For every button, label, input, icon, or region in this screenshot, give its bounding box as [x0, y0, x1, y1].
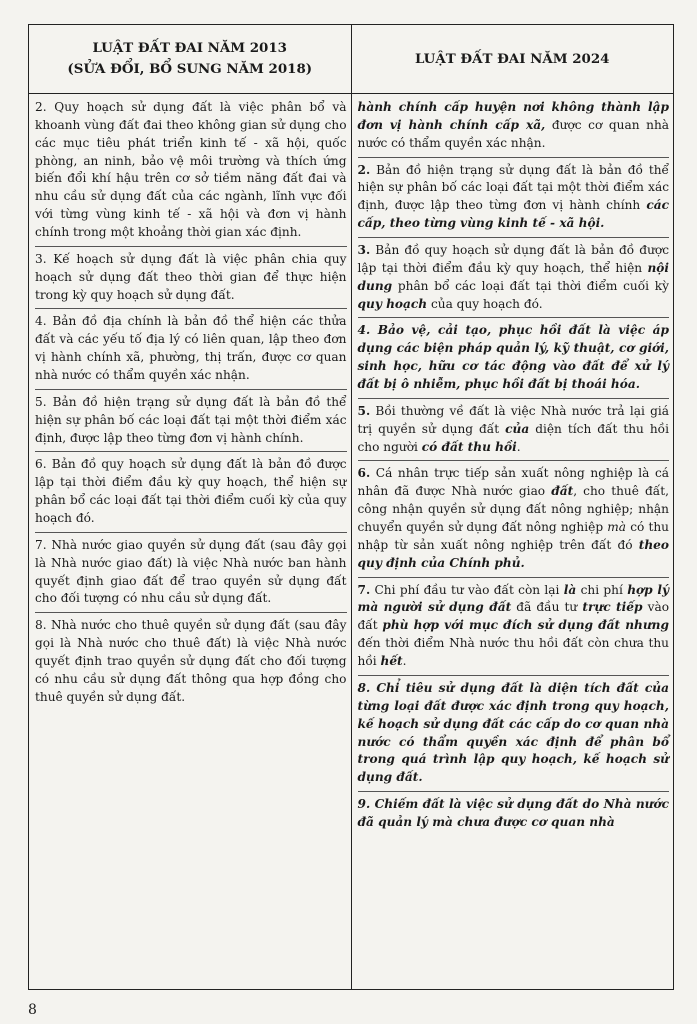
- header-law-2024: [352, 25, 674, 93]
- left-clause-3: 3. Kế hoạch sử dụng đất là việc phân chia quy hoạch sử dụng đất theo thời gian để thực hiện trong kỳ quy hoạch sử dụng đất.: [35, 250, 347, 310]
- left-clause-5: 5. Bản đồ hiện trạng sử dụng đất là bản đồ thể hiện sự phân bố các loại đất tại một thời điểm xác định, được lập theo từng đơn vị hành chính.: [35, 393, 347, 453]
- comparison-table: [28, 24, 674, 990]
- column-law-2013: [29, 94, 352, 989]
- right-clause-6: 6. Cá nhân trực tiếp sản xuất nông nghiệp là cá nhân đã được Nhà nước giao đất, cho thuê đất, công nhận quyền sử dụng đất nông nghiệp; nhận chuyển quyền sử dụng đất nông nghiệp mà có thu nhập từ sản xuất nông nghiệp trên đất đó theo quy định của Chính phủ.: [358, 464, 670, 577]
- right-clause-5: 5. Bồi thường về đất là việc Nhà nước trả lại giá trị quyền sử dụng đất của diện tích đất thu hồi cho người có đất thu hồi.: [358, 402, 670, 462]
- header-law-2024-title: LUẬT ĐẤT ĐAI NĂM 2024: [415, 50, 610, 67]
- right-clause-3: 3. Bản đồ quy hoạch sử dụng đất là bản đồ được lập tại thời điểm đầu kỳ quy hoạch, thể hiện nội dung phân bổ các loại đất tại thời điểm cuối kỳ quy hoạch của quy hoạch đó.: [358, 241, 670, 318]
- header-law-2013: [29, 25, 352, 93]
- column-law-2024: [352, 94, 674, 989]
- right-clause-4: 4. Bảo vệ, cải tạo, phục hồi đất là việc áp dụng các biện pháp quản lý, kỹ thuật, cơ giới, sinh học, hữu cơ tác động vào đất để xử lý đất bị ô nhiễm, phục hồi đất bị thoái hóa.: [358, 321, 670, 398]
- page-number: 8: [28, 1002, 37, 1018]
- header-law-2013-title: LUẬT ĐẤT ĐAI NĂM 2013: [92, 40, 287, 57]
- table-header: [29, 25, 673, 94]
- table-body: [29, 94, 673, 989]
- right-clause-7: 7. Chi phí đầu tư vào đất còn lại là chi phí hợp lý mà người sử dụng đất đã đầu tư trực tiếp vào đất phù hợp với mục đích sử dụng đất nhưng đến thời điểm Nhà nước thu hồi đất còn chưa thu hồi hết.: [358, 581, 670, 676]
- left-clause-8: 8. Nhà nước cho thuê quyền sử dụng đất (sau đây gọi là Nhà nước cho thuê đất) là việc Nhà nước quyết định trao quyền sử dụng đất cho đối tượng có nhu cầu sử dụng đất thông qua hợp đồng cho thuê quyền sử dụng đất.: [35, 618, 347, 704]
- left-clause-4: 4. Bản đồ địa chính là bản đồ thể hiện các thửa đất và các yếu tố địa lý có liên quan, lập theo đơn vị hành chính xã, phường, thị trấn, được cơ quan nhà nước có thẩm quyền xác nhận.: [35, 312, 347, 389]
- right-clause-9: 9. Chiếm đất là việc sử dụng đất do Nhà nước đã quản lý mà chưa được cơ quan nhà: [357, 797, 669, 829]
- header-law-2013-subtitle: (SỬA ĐỔI, BỔ SUNG NĂM 2018): [67, 61, 313, 77]
- right-clause-1-continued: hành chính cấp huyện nơi không thành lập đơn vị hành chính cấp xã, được cơ quan nhà nước có thẩm quyền xác nhận.: [358, 98, 670, 158]
- left-clause-2: 2. Quy hoạch sử dụng đất là việc phân bổ và khoanh vùng đất đai theo không gian sử dụng cho các mục tiêu phát triển kinh tế - xã hội, quốc phòng, an ninh, bảo vệ môi trường và thích ứng biến đổi khí hậu trên cơ sở tiềm năng đất đai và nhu cầu sử dụng đất của các ngành, lĩnh vực đối với từng vùng kinh tế - xã hội và đơn vị hành chính trong một khoảng thời gian xác định.: [35, 98, 347, 247]
- right-clause-8: 8. Chỉ tiêu sử dụng đất là diện tích đất của từng loại đất được xác định trong quy hoạch, kế hoạch sử dụng đất các cấp do cơ quan nhà nước có thẩm quyền xác định để phân bổ trong quá trình lập quy hoạch, kế hoạch sử dụng đất.: [358, 679, 670, 792]
- left-clause-7: 7. Nhà nước giao quyền sử dụng đất (sau đây gọi là Nhà nước giao đất) là việc Nhà nước ban hành quyết định giao đất để trao quyền sử dụng đất cho đối tượng có nhu cầu sử dụng đất.: [35, 536, 347, 613]
- left-clause-6: 6. Bản đồ quy hoạch sử dụng đất là bản đồ được lập tại thời điểm đầu kỳ quy hoạch, thể hiện sự phân bổ các loại đất tại thời điểm cuối kỳ của quy hoạch đó.: [35, 455, 347, 532]
- right-clause-2: 2. Bản đồ hiện trạng sử dụng đất là bản đồ thể hiện sự phân bố các loại đất tại một thời điểm xác định, được lập theo từng đơn vị hành chính các cấp, theo từng vùng kinh tế - xã hội.: [358, 161, 670, 238]
